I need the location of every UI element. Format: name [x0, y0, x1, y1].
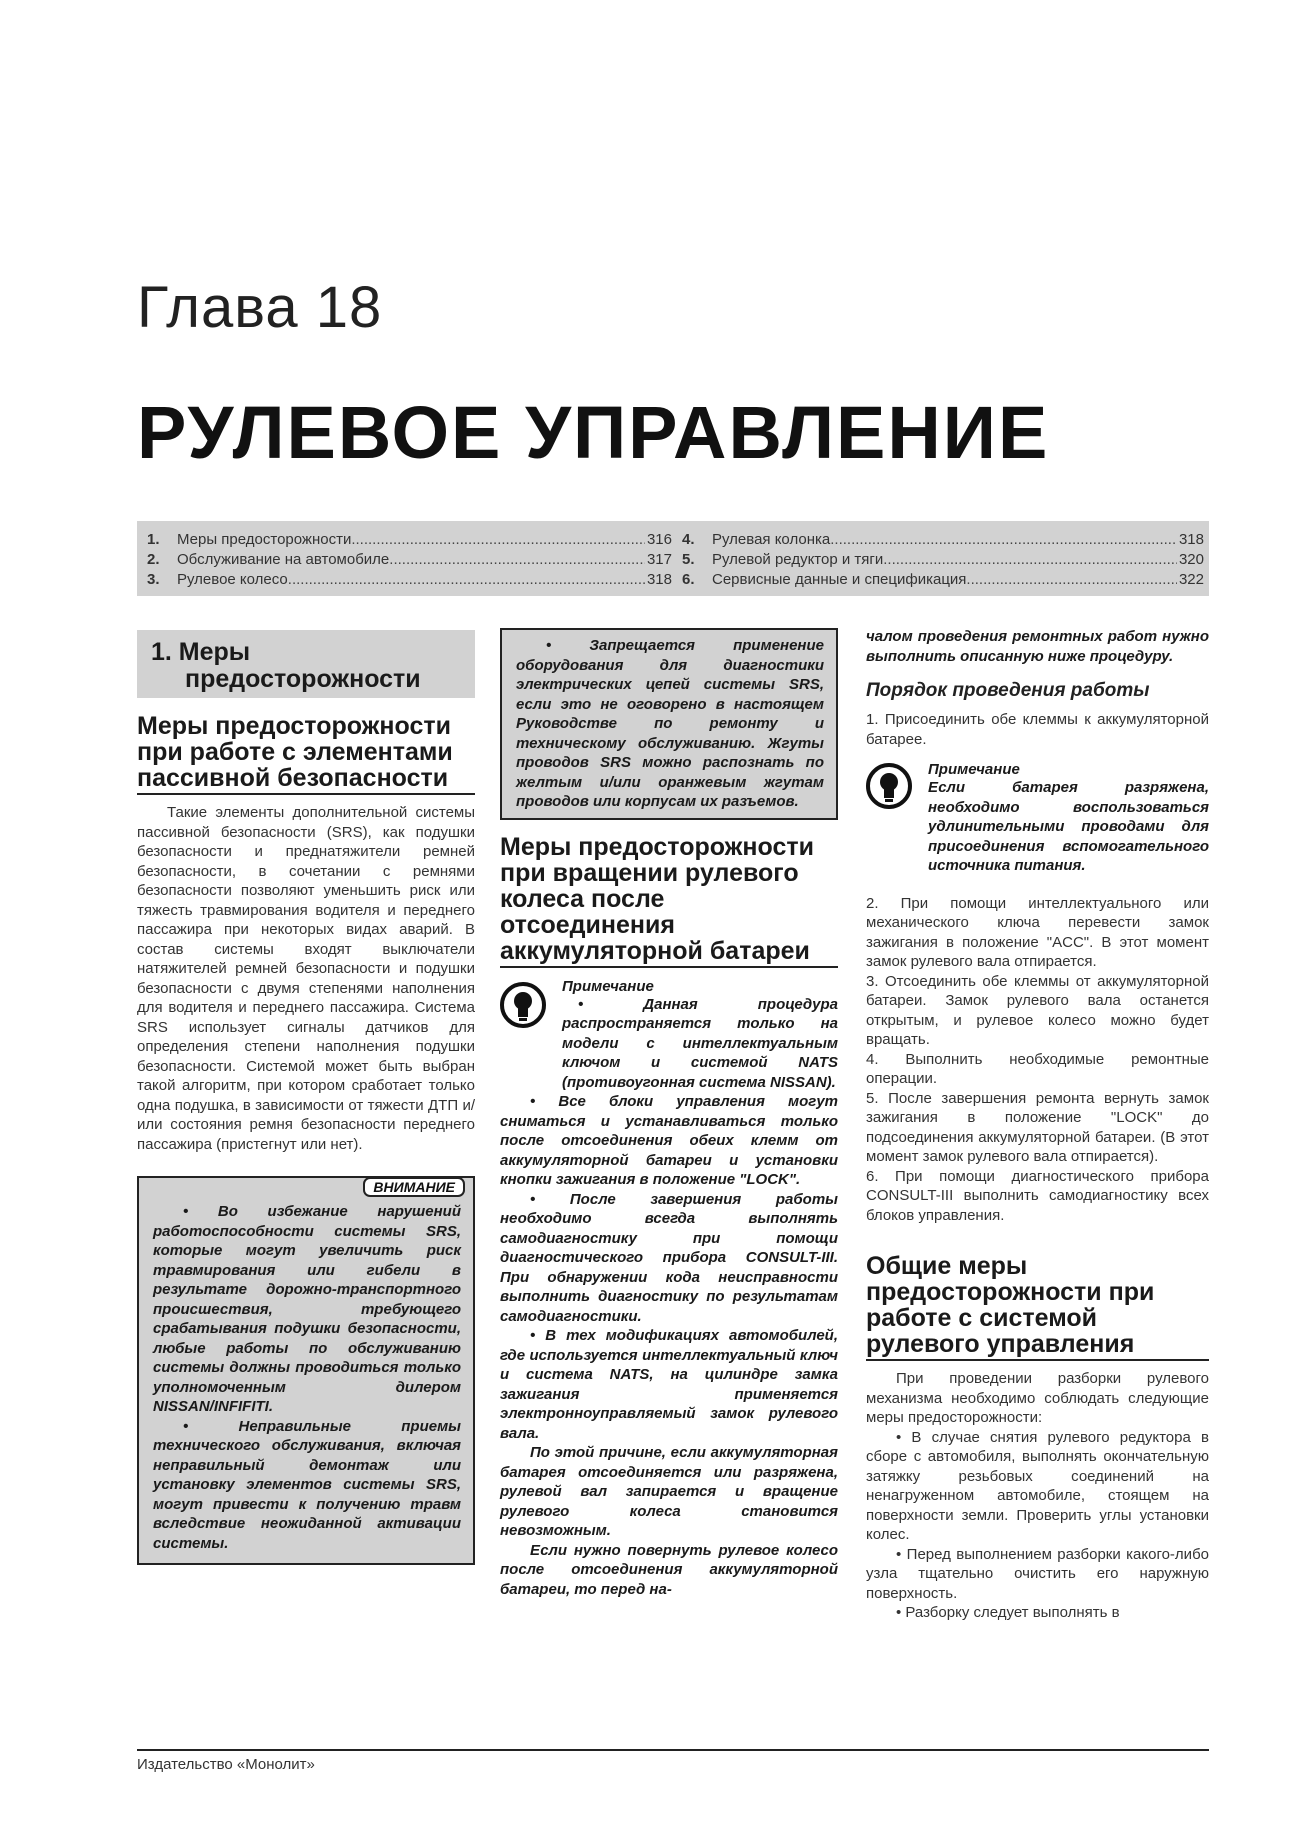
- toc-item-page: 322: [1178, 571, 1204, 588]
- toc-item-page: 317: [646, 551, 672, 568]
- toc-item-number: 4.: [682, 531, 695, 548]
- subsection-heading: Общие меры предосторожности при работе с системой рулевого управления: [866, 1252, 1155, 1358]
- section-heading-line2: предосторожности: [185, 665, 421, 693]
- note-title: Примечание: [928, 761, 1020, 778]
- toc-item-number: 1.: [147, 531, 160, 548]
- publisher-footer: Издательство «Монолит»: [137, 1756, 315, 1773]
- toc-item[interactable]: [682, 530, 1204, 550]
- toc-item[interactable]: [682, 570, 1204, 590]
- continued-paragraph: чалом проведения ремонтных работ нужно выполнить описанную ниже процедуру.: [866, 628, 1209, 665]
- note-paragraph: Если нужно повернуть рулевое колесо после отсоединения аккумуляторной батареи, то перед на-: [500, 1541, 838, 1598]
- toc-leader: [351, 530, 645, 550]
- warning-paragraph: • Неправильные приемы технического обслуживания, включая неправильный демонтаж или установку элементов системы SRS, могут привести к получению травм вследствие неожиданной активации системы.: [153, 1417, 461, 1552]
- note-text: Если батарея разряжена, необходимо воспользоваться удлинительными проводами для присоединения вспомогательного источника питания.: [928, 779, 1209, 874]
- warning-paragraph: • Во избежание нарушений работоспособности системы SRS, которые могут увеличить риск травмирования или гибели в результате дорожно-транспортного происшествия, требующего срабатывания подушки безопасности, любые работы по обслуживанию системы должны проводиться только уполномоченным дилером NISSAN/INFIFITI.: [153, 1203, 461, 1415]
- note-paragraph: По этой причине, если аккумуляторная батарея отсоединяется или разряжена, рулевой вал запирается и вращение рулевого колеса становится невозможным.: [500, 1444, 838, 1539]
- toc-item-number: 6.: [682, 571, 695, 588]
- bullet-paragraph: • Разборку следует выполнять в: [896, 1604, 1120, 1621]
- toc-leader: [288, 570, 645, 590]
- chapter-title: РУЛЕВОЕ УПРАВЛЕНИЕ: [137, 391, 1050, 474]
- heading-rule: [137, 793, 475, 795]
- section-heading-line1: 1. Меры: [151, 638, 251, 666]
- toc-left-column: [147, 530, 672, 590]
- lightbulb-icon: [500, 982, 546, 1028]
- toc-leader: [966, 570, 1177, 590]
- toc-item-label: Рулевой редуктор и тяги: [712, 551, 884, 568]
- column-left: [137, 630, 475, 1565]
- procedure-step: 4. Выполнить необходимые ремонтные операции.: [866, 1050, 1209, 1087]
- table-of-contents: [137, 521, 1209, 596]
- toc-item-label: Рулевая колонка: [712, 531, 831, 548]
- bullet-paragraph: • В случае снятия рулевого редуктора в сборе с автомобиля, выполнять окончательную затяжку резьбовых соединений на ненагруженном автомобиле, стоящем на поверхности земли. Проверить углы установки колес.: [866, 1428, 1209, 1543]
- toc-item-number: 5.: [682, 551, 695, 568]
- note-title: Примечание: [562, 977, 654, 995]
- warning-box: [137, 1176, 475, 1565]
- lightbulb-icon: [866, 763, 912, 809]
- warning-label: ВНИМАНИЕ: [363, 1177, 465, 1197]
- toc-item-page: 318: [1178, 531, 1204, 548]
- toc-item[interactable]: [147, 550, 672, 570]
- procedure-heading: Порядок проведения работы: [866, 680, 1150, 701]
- note-paragraph: • В тех модификациях автомобилей, где используется интеллектуальный ключ и система NATS, на цилиндре замка зажигания применяется электронноуправляемый замок рулевого вала.: [500, 1327, 838, 1442]
- toc-item-label: Обслуживание на автомобиле: [177, 551, 390, 568]
- toc-item-label: Рулевое колесо: [177, 571, 288, 588]
- column-right: [866, 627, 1209, 1623]
- procedure-step: 5. После завершения ремонта вернуть замок зажигания в положение "LOCK" до подсоединения аккумуляторной батареи. (В этот момент замок рулевого вала отпирается).: [866, 1089, 1209, 1165]
- srs-warning-box: [500, 628, 838, 820]
- toc-item[interactable]: [147, 530, 672, 550]
- toc-item-label: Сервисные данные и спецификация: [712, 571, 967, 588]
- procedure-step: 6. При помощи диагностического прибора CONSULT-III выполнить самодиагностику всех блоков управления.: [866, 1167, 1209, 1224]
- note-block: [866, 761, 1209, 876]
- note-paragraph: • Все блоки управления могут сниматься и устанавливаться только после отсоединения обеих клемм от аккумуляторной батареи и установки кнопки зажигания в положение "LOCK".: [500, 1093, 838, 1188]
- note-block: [500, 978, 838, 1600]
- toc-item[interactable]: [147, 570, 672, 590]
- section-heading: [137, 630, 475, 698]
- subsection-heading: Меры предосторожности при вращении рулевого колеса после отсоединения аккумуляторной батареи: [500, 832, 814, 965]
- subsection-heading: Меры предосторожности при работе с элементами пассивной безопасности: [137, 712, 453, 792]
- toc-item-number: 2.: [147, 551, 160, 568]
- toc-item-page: 316: [646, 531, 672, 548]
- bullet-paragraph: • Перед выполнением разборки какого-либо узла тщательно очистить его наружную поверхность.: [866, 1545, 1209, 1602]
- toc-item-number: 3.: [147, 571, 160, 588]
- toc-item-page: 318: [646, 571, 672, 588]
- heading-rule: [866, 1359, 1209, 1361]
- body-paragraph: При проведении разборки рулевого механизма необходимо соблюдать следующие меры предосторожности:: [866, 1370, 1209, 1426]
- footer-rule: [137, 1749, 1209, 1751]
- srs-warning-text: • Запрещается применение оборудования для диагностики электрических цепей системы SRS, если это не оговорено в настоящем Руководстве по ремонту и техническому обслуживанию. Жгуты проводов SRS можно распознать по желтым и/или оранжевым жгутам проводов или корпусам их разъемов.: [516, 637, 824, 810]
- toc-item[interactable]: [682, 550, 1204, 570]
- note-paragraph: • Данная процедура распространяется только на модели с интеллектуальным ключом и системой NATS (противоугонная система NISSAN).: [562, 995, 838, 1091]
- toc-item-label: Меры предосторожности: [177, 531, 352, 548]
- toc-leader: [883, 550, 1177, 570]
- procedure-step: 3. Отсоединить обе клеммы от аккумуляторной батареи. Замок рулевого вала останется открытым, и рулевое колесо можно будет вращать.: [866, 972, 1209, 1048]
- column-middle: [500, 628, 838, 1599]
- toc-right-column: [682, 530, 1204, 590]
- procedure-step: 2. При помощи интеллектуального или механического ключа перевести замок зажигания в положение "ACC". В этот момент замок рулевого вала отпирается.: [866, 894, 1209, 970]
- note-paragraph: • После завершения работы необходимо всегда выполнять самодиагностику при помощи диагностического прибора CONSULT-III. При обнаружении кода неисправности выполнить диагностику по результатам самодиагностики.: [500, 1190, 838, 1325]
- heading-rule: [500, 966, 838, 968]
- procedure-step: 1. Присоединить обе клеммы к аккумуляторной батарее.: [866, 711, 1209, 748]
- toc-leader: [830, 530, 1177, 550]
- body-paragraph: Такие элементы дополнительной системы пассивной безопасности (SRS), как подушки безопасности и преднатяжители ремней безопасности, в сочетании с ремнями безопасности позволяют уменьшить риск или тяжесть травмирования водителя и переднего пассажира при некоторых видах аварий. В состав системы входят выключатели натяжителей ремней безопасности и подушки безопасности с двумя степенями наполнения для водителя и переднего пассажира. Система SRS использует сигналы датчиков для определения степени наполнения подушки безопасности. Системой может быть выбран такой алгоритм, при котором сработает только одна подушка, в зависимости от тяжести ДТП и/или состояния ремня безопасности переднего пассажира (пристегнут или нет).: [137, 804, 475, 1153]
- toc-item-page: 320: [1178, 551, 1204, 568]
- chapter-number: Глава 18: [137, 275, 383, 340]
- toc-leader: [389, 550, 645, 570]
